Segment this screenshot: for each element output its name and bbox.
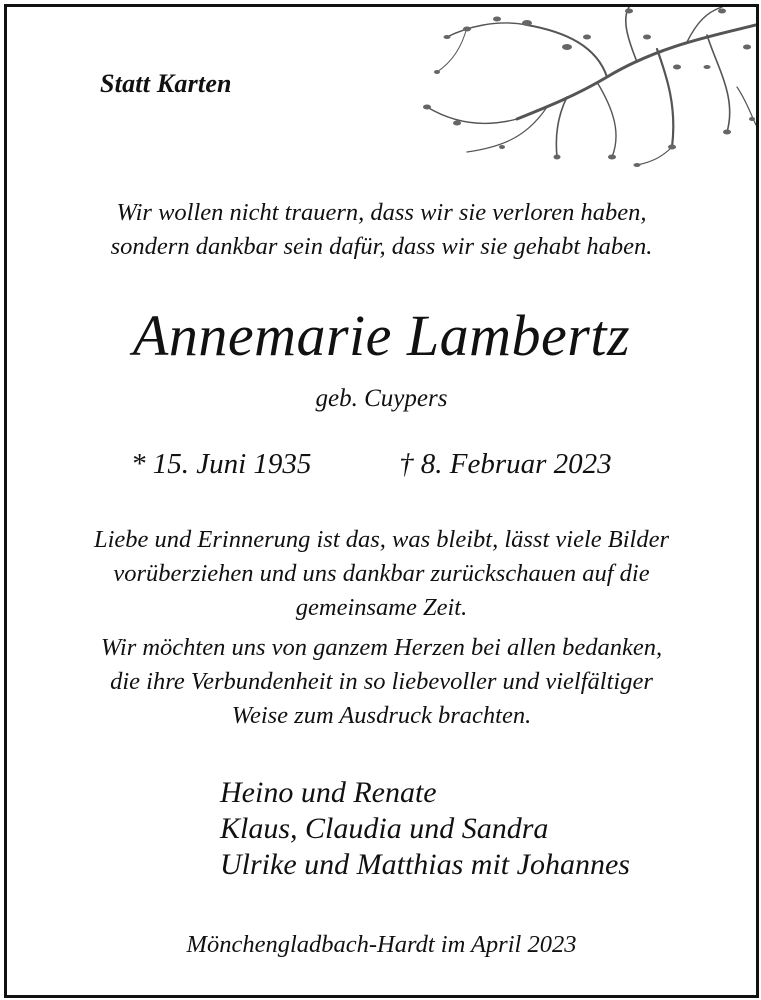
death-date: † 8. Februar 2023 [399, 448, 612, 480]
paragraph-line: Wir möchten uns von ganzem Herzen bei allen bedanken, [100, 634, 663, 661]
paragraph-line: Liebe und Erinnerung ist das, was bleibt, lässt viele Bilder [93, 526, 670, 553]
family-member-line: Klaus, Claudia und Sandra [220, 812, 549, 845]
place-and-date: Mönchengladbach-Hardt im April 2023 [186, 931, 577, 958]
family-signatures [220, 775, 630, 883]
obituary-card [4, 4, 759, 998]
birth-date: * 15. Juni 1935 [131, 448, 312, 480]
paragraph-line: die ihre Verbundenheit in so liebevoller und vielfältiger [110, 668, 653, 695]
family-member-line: Ulrike und Matthias mit Johannes [220, 848, 630, 881]
family-member-line: Heino und Renate [220, 776, 437, 809]
life-dates [7, 448, 756, 488]
thanks-paragraph [7, 631, 756, 733]
paragraph-line: vorüberziehen und uns dankbar zurückschauen auf die [113, 560, 650, 587]
quote-line: Wir wollen nicht trauern, dass wir sie verloren haben, [116, 199, 647, 226]
opening-quote [7, 196, 756, 264]
tree-branch-icon [407, 7, 756, 167]
deceased-name: Annemarie Lambertz [132, 303, 631, 368]
paragraph-line: Weise zum Ausdruck brachten. [231, 702, 532, 729]
statt-karten-label: Statt Karten [100, 69, 232, 98]
maiden-name: geb. Cuypers [315, 385, 448, 412]
quote-line: sondern dankbar sein dafür, dass wir sie gehabt haben. [110, 233, 653, 260]
paragraph-line: gemeinsame Zeit. [295, 594, 468, 621]
remembrance-paragraph [7, 523, 756, 625]
